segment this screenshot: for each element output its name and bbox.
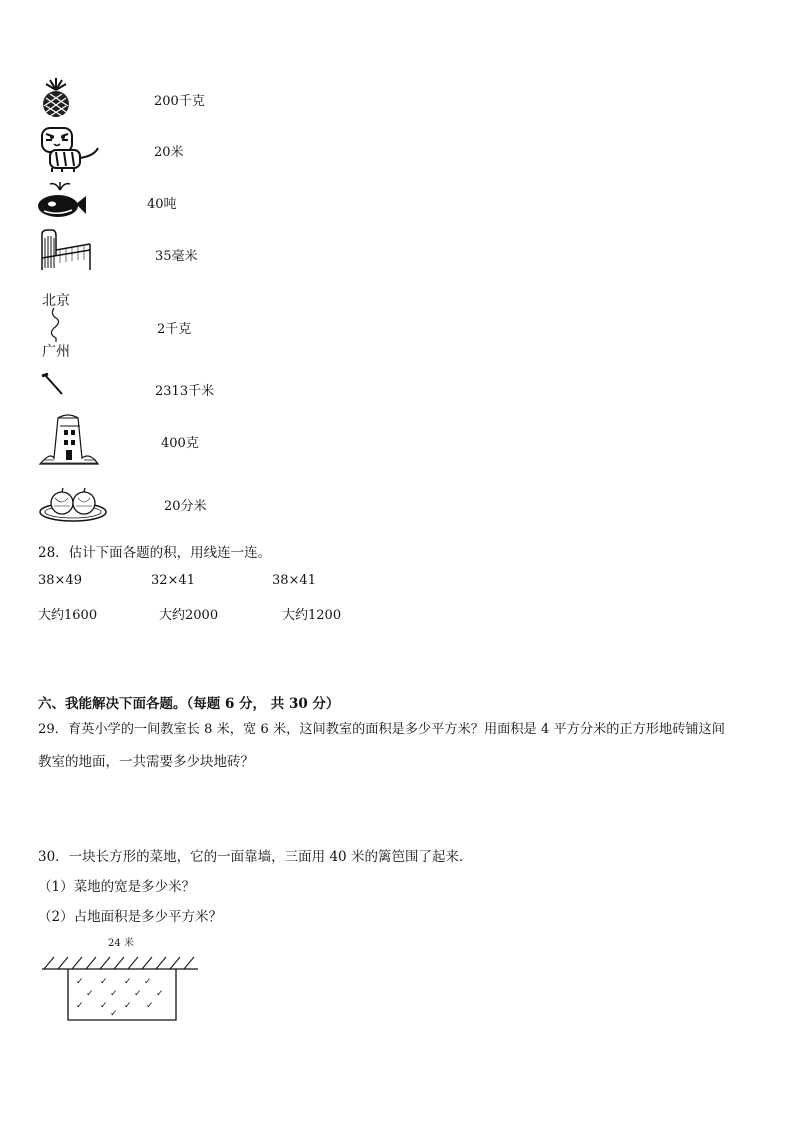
q28-expression: 38×49 [38, 573, 82, 588]
q28-expression: 38×41 [272, 573, 316, 588]
q28-estimate: 大约2000 [159, 608, 219, 623]
route-line-icon [44, 308, 70, 342]
svg-text:✓: ✓ [156, 989, 164, 999]
svg-text:✓: ✓ [110, 989, 118, 999]
svg-text:✓: ✓ [146, 1001, 154, 1011]
tiger-icon [36, 126, 102, 174]
section-heading: 六、我能解决下面各题。（每题 6 分， 共 30 分） [38, 696, 340, 712]
figure-length-label: 24 米 [108, 938, 134, 949]
unit-option: 20米 [154, 145, 184, 160]
pineapple-icon [38, 78, 74, 118]
svg-text:✓: ✓ [110, 1009, 118, 1019]
q28-expression: 32×41 [151, 573, 195, 588]
svg-text:✓: ✓ [134, 989, 142, 999]
unit-option: 40吨 [147, 197, 177, 212]
map-label-beijing: 北京 [42, 293, 70, 309]
unit-option: 20分米 [164, 499, 207, 514]
unit-option: 2313千米 [155, 384, 215, 399]
svg-text:✓: ✓ [86, 989, 94, 999]
garden-diagram [40, 948, 202, 1024]
unit-option: 400克 [161, 436, 199, 451]
whale-icon [36, 180, 88, 220]
q28-title: 28．估计下面各题的积，用线连一连。 [38, 545, 272, 561]
q29-line-1: 29．育英小学的一间教室长 8 米，宽 6 米，这间教室的面积是多少平方米？用面积是 4 平方分米的正方形地砖铺这间 [38, 722, 725, 737]
svg-text:✓: ✓ [76, 977, 84, 987]
bed-icon [38, 228, 94, 272]
svg-text:✓: ✓ [100, 1001, 108, 1011]
map-label-guangzhou: 广州 [42, 344, 70, 360]
svg-text:✓: ✓ [144, 977, 152, 987]
q30-sub-question-1: （1）菜地的宽是多少米？ [38, 879, 196, 895]
svg-text:✓: ✓ [76, 1001, 84, 1011]
q28-estimate: 大约1200 [282, 608, 342, 623]
svg-text:✓: ✓ [124, 977, 132, 987]
q29-line-2: 教室的地面，一共需要多少块地砖？ [38, 754, 254, 770]
unit-option: 35毫米 [155, 249, 198, 264]
nail-icon [40, 372, 66, 398]
q28-estimate: 大约1600 [38, 608, 98, 623]
svg-text:✓: ✓ [124, 1001, 132, 1011]
q30-sub-question-2: （2）占地面积是多少平方米？ [38, 909, 223, 925]
unit-option: 2千克 [157, 322, 192, 337]
svg-text:✓: ✓ [100, 977, 108, 987]
building-icon [38, 412, 100, 466]
q30-title: 30．一块长方形的菜地，它的一面靠墙，三面用 40 米的篱笆围了起来． [38, 849, 473, 865]
apples-on-plate-icon [38, 484, 108, 524]
unit-option: 200千克 [154, 94, 205, 109]
